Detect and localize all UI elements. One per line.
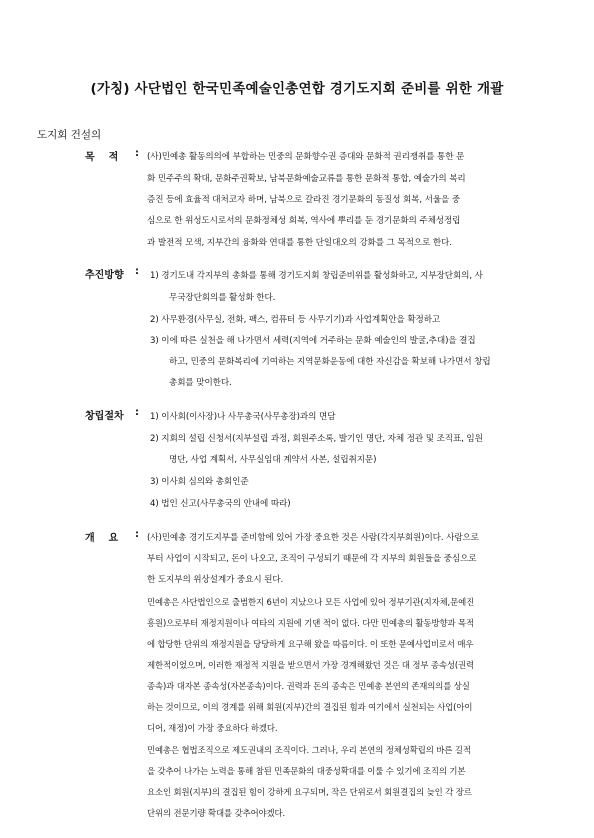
direction-item: 총회를 맞이한다. xyxy=(169,378,232,388)
overview-line: (사)민예총 경기도지부를 준비함에 있어 가장 중요한 것은 사람(각지부회원)이다. 사람으로 xyxy=(147,533,479,543)
overview-line: 한 도지부의 위상설계가 중요시 된다. xyxy=(147,575,284,585)
direction-label: 추진방향 xyxy=(85,270,124,281)
overview-colon: : xyxy=(135,529,139,540)
purpose-line: 과 발전적 모색, 지부간의 융화와 연대를 통한 단일대오의 강화를 그 목적으로 한다. xyxy=(147,238,452,248)
purpose-line: 화 민주주의 확대, 문화주권확보, 남북문화예술교류를 통한 문화적 통합, 예술가의 복리 xyxy=(147,174,466,184)
overview-line: 을 갖추어 나가는 노력을 통해 참된 민족문화의 대중성확대를 이룰 수 있기에 조직의 기본 xyxy=(147,766,466,776)
direction-item: 무국장단회의를 활성화 한다. xyxy=(169,293,276,303)
procedure-item: 1) 이사회(이사장)나 사무총국(사무총장)과의 면담 xyxy=(150,412,336,422)
procedure-item: 4) 법인 신고(사무총국의 안내에 따라) xyxy=(150,499,291,509)
overview-line: 민예총은 협법조직으로 제도권내의 조직이다. 그러나, 우리 본연의 정체성확립의 바른 길적 xyxy=(147,745,471,755)
document-title: (가칭) 사단법인 한국민족예술인총연합 경기도지회 준비를 위한 개괄 xyxy=(90,81,504,97)
overview-line: 흥원)으로부터 재정지원이나 여타의 지원에 기댄 적이 없다. 다만 민예총의 활동방향과 목적 xyxy=(147,618,474,628)
overview-line: 요소인 회원(지부)의 결집된 힘이 강하게 요구되며, 작은 단위로서 회원결집의 늦인 각 장르 xyxy=(147,787,472,797)
direction-item: 하고, 민중의 문화복리에 기여하는 지역문화운동에 대한 자신감을 확보해 나가면서 창립 xyxy=(169,357,491,367)
procedure-item: 명단, 사업 계획서, 사무실임대 계약서 사본, 설립취지문) xyxy=(169,455,377,465)
overview-line: 하는 것이므로, 이의 경계를 위해 회원(지부)간의 결집된 힘과 여기에서 실천되는 사업(아이 xyxy=(147,702,473,712)
procedure-item: 2) 지회의 설립 신청서(지부설립 과정, 회원주소록, 발기인 명단, 자체 정관 및 조직표, 임원 xyxy=(150,434,483,444)
direction-item: 2) 사무환경(사무실, 전화, 팩스, 컴퓨터 등 사무기기)과 사업계획안을 확정하고 xyxy=(150,315,441,325)
purpose-line: (사)민예총 활동의의에 부합하는 민중의 문화향수권 증대와 문화적 권리쟁취를 통한 문 xyxy=(147,152,465,162)
direction-colon: : xyxy=(135,266,139,277)
purpose-line: 증진 등에 효율적 대처코자 하며, 남북으로 갈라진 경기문화의 동질성 회복, 서울을 중 xyxy=(147,195,461,205)
purpose-colon: : xyxy=(135,148,139,159)
overview-line: 민예총은 사단법인으로 출범한지 6년이 지났으나 모든 사업에 있어 정부기관(지자체,문예진 xyxy=(147,597,475,607)
overview-line: 디어, 재정)이 가장 중요하다 하겠다. xyxy=(147,723,278,733)
procedure-colon: : xyxy=(135,407,139,418)
purpose-line: 심으로 한 위성도시로서의 문화정체성 회복, 역사에 뿌리를 둔 경기문화의 주체성정립 xyxy=(147,216,461,226)
overview-line: 부터 사업이 시작되고, 돈이 나오고, 조직이 구성되기 때문에 각 지부의 회원들을 중심으로 xyxy=(147,554,477,564)
purpose-label: 목 적 xyxy=(85,152,119,163)
overview-line: 제한적이었으며, 이러한 재정적 지원을 받으면서 가장 경계해왔던 것은 대 정부 종속성(권력 xyxy=(147,660,474,670)
direction-item: 3) 이에 따른 실천을 해 나가면서 세력(지역에 거주하는 문화 예술인의 발굴,추대)을 결집 xyxy=(150,336,476,346)
procedure-item: 3) 이사회 심의와 총회인준 xyxy=(150,477,249,487)
overview-line: 에 합당한 단위의 재정지원을 당당하게 요구해 왔을 따름이다. 이 또한 문예사업비로서 매우 xyxy=(147,639,474,649)
overview-line: 종속)과 대자본 종속성(자본종속)이다. 권력과 돈의 종속은 민예총 본연의 존재의의를 상실 xyxy=(147,681,470,691)
direction-item: 1) 경기도내 각지부의 총화를 통해 경기도지회 창립준비위를 활성화하고, 지부장단회의, 사 xyxy=(150,271,483,281)
section-heading: 도지회 건설의 xyxy=(37,129,102,141)
procedure-label: 창립절차 xyxy=(85,411,124,422)
overview-line: 단위의 전문기량 확대를 갖추어야겠다. xyxy=(147,808,286,818)
overview-label: 개 요 xyxy=(85,533,119,544)
